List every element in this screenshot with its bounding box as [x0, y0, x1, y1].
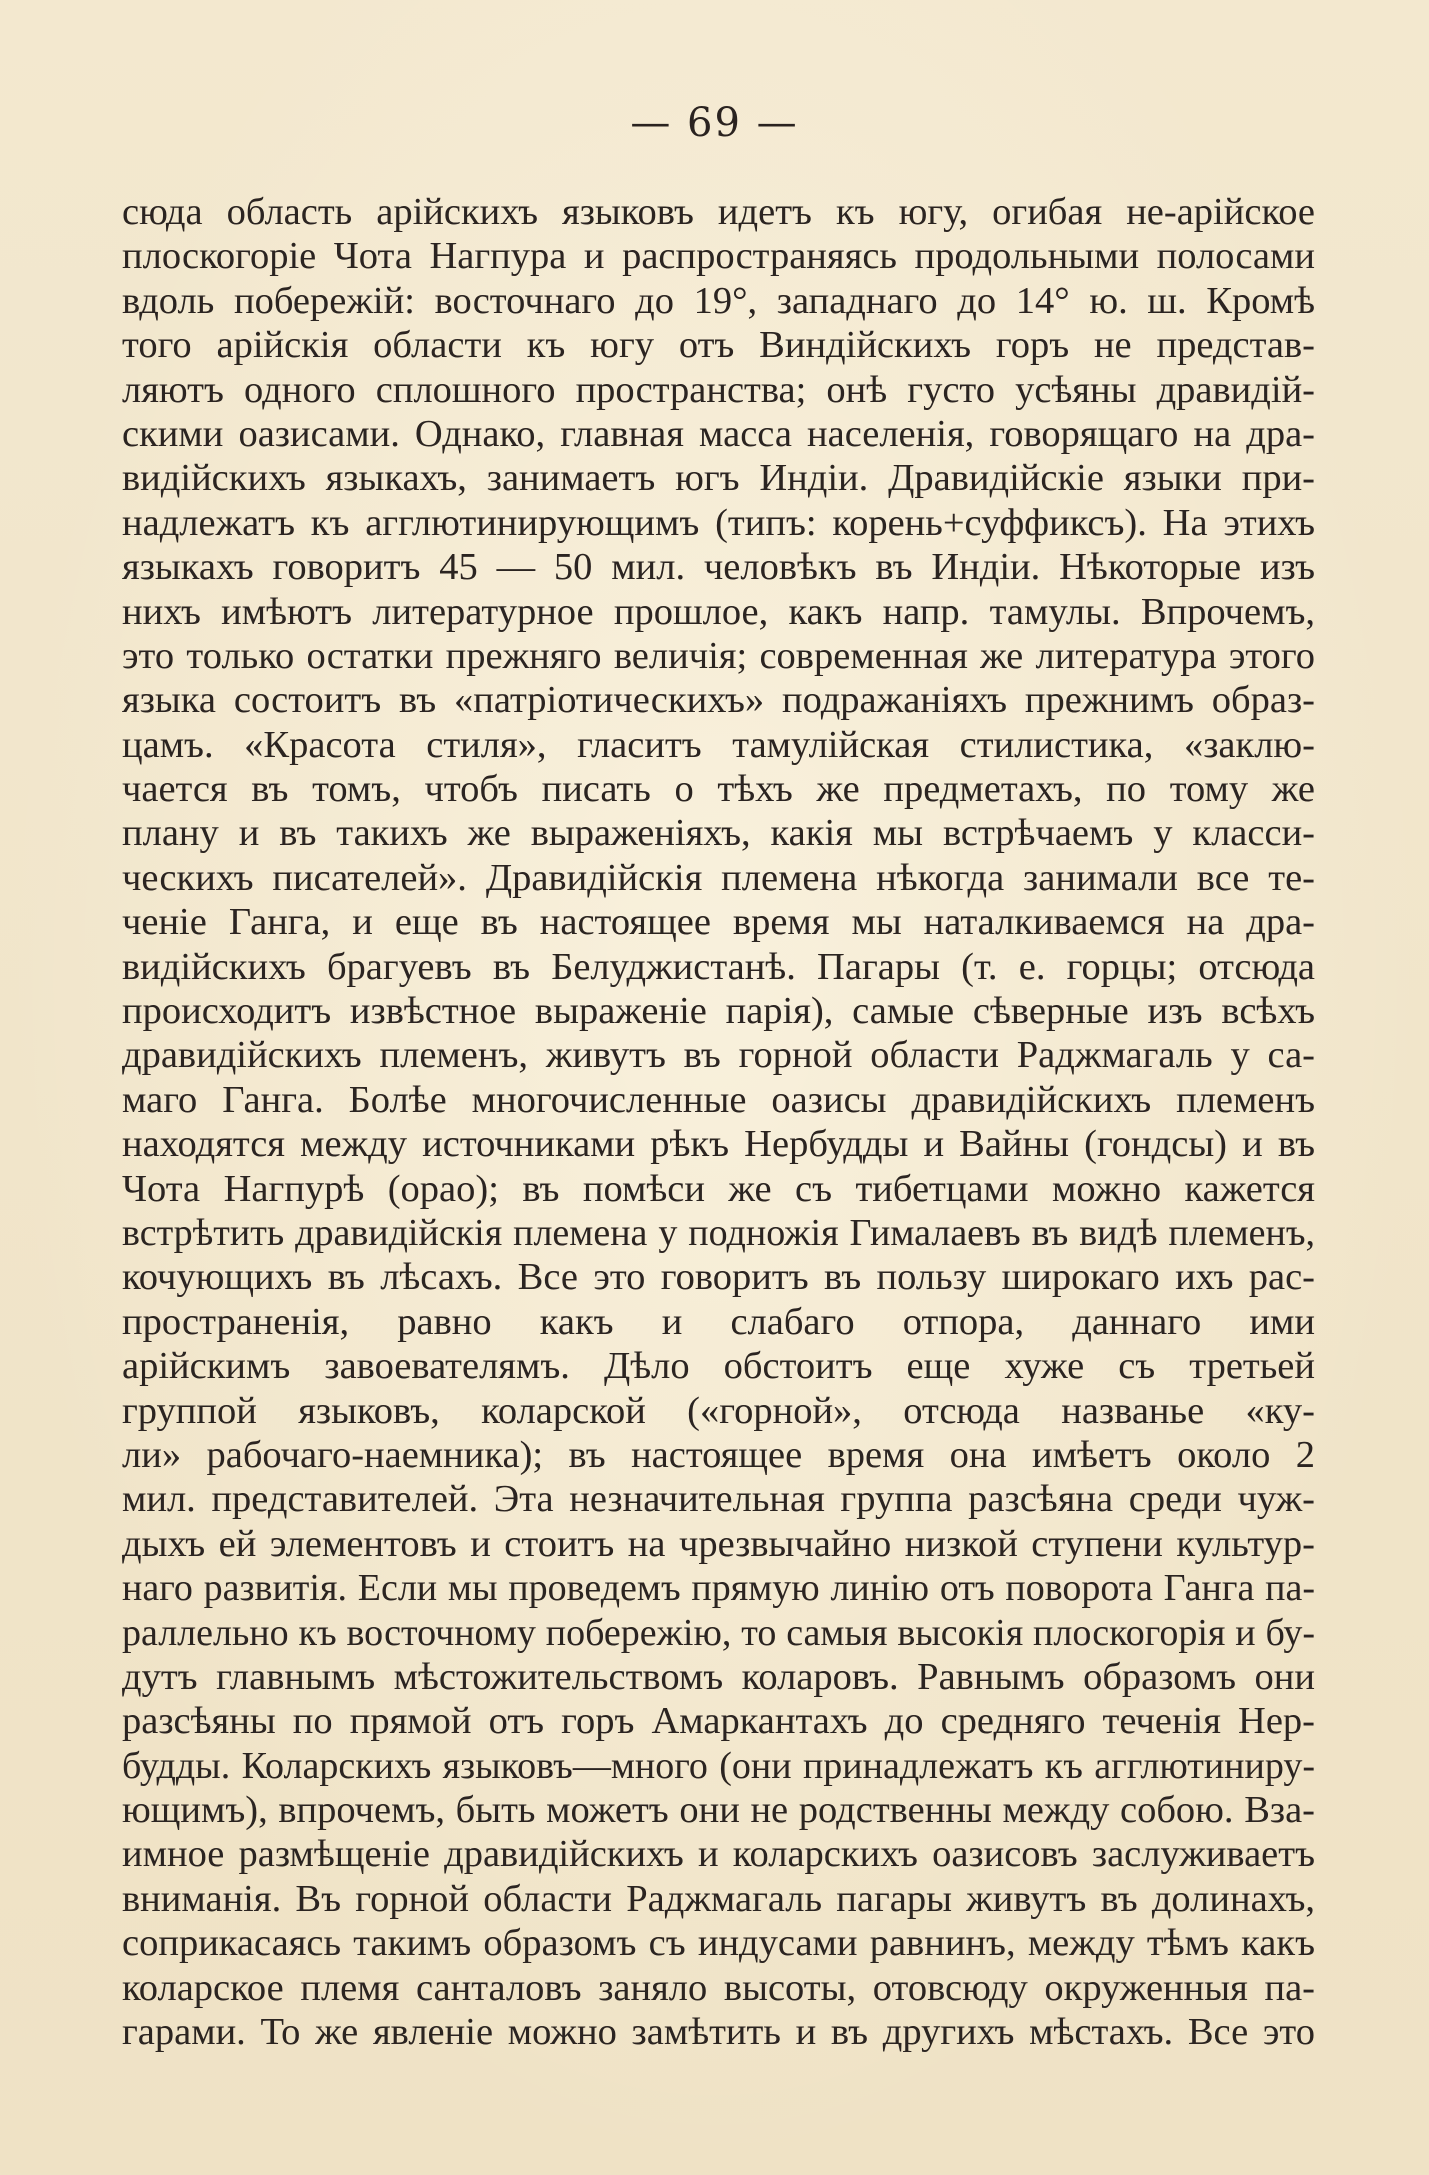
text-line: того арійскія области къ югу отъ Виндійскихъ горъ не представ-: [122, 324, 1315, 367]
text-line: цамъ. «Красота стиля», гласитъ тамулійская стилистика, «заклю-: [122, 723, 1315, 766]
text-line: пространенія, равно какъ и слабаго отпора, даннаго ими: [122, 1300, 1315, 1343]
text-line: коларское племя санталовъ заняло высоты, отовсюду окруженныя па-: [122, 1966, 1315, 2009]
text-line: раллельно къ восточному побережію, то самыя высокія плоскогорія и бу-: [122, 1611, 1315, 1654]
text-line: скими оазисами. Однако, главная масса населенія, говорящаго на дра-: [122, 412, 1315, 455]
text-line: происходитъ извѣстное выраженіе парія), самые сѣверные изъ всѣхъ: [122, 990, 1315, 1033]
text-line: имное размѣщеніе дравидійскихъ и коларскихъ оазисовъ заслуживаетъ: [122, 1833, 1315, 1876]
text-line: языка состоитъ въ «патріотическихъ» подражаніяхъ прежнимъ образ-: [122, 679, 1315, 722]
text-line: чается въ томъ, чтобъ писать о тѣхъ же предметахъ, по тому же: [122, 768, 1315, 811]
text-line: дутъ главнымъ мѣстожительствомъ коларовъ. Равнымъ образомъ они: [122, 1655, 1315, 1698]
text-line: соприкасаясь такимъ образомъ съ индусами равнинъ, между тѣмъ какъ: [122, 1922, 1315, 1965]
text-line: гарами. То же явленіе можно замѣтить и въ другихъ мѣстахъ. Все это: [122, 2011, 1315, 2054]
text-line: нихъ имѣютъ литературное прошлое, какъ напр. тамулы. Впрочемъ,: [122, 590, 1315, 633]
text-line: плоскогоріе Чота Нагпура и распространяясь продольными полосами: [122, 235, 1315, 278]
text-line: видійскихъ языкахъ, занимаетъ югъ Индіи. Дравидійскіе языки при-: [122, 457, 1315, 500]
text-line: встрѣтить дравидійскія племена у подножія Гималаевъ въ видѣ племенъ,: [122, 1211, 1315, 1254]
text-line: сюда область арійскихъ языковъ идетъ къ югу, огибая не-арійское: [122, 191, 1315, 233]
text-line: группой языковъ, коларской («горной», отсюда названье «ку-: [122, 1389, 1315, 1432]
text-line: ющимъ), впрочемъ, быть можетъ они не родственны между собою. Вза-: [122, 1789, 1315, 1832]
text-line: разсѣяны по прямой отъ горъ Амаркантахъ до средняго теченія Нер-: [122, 1700, 1315, 1743]
body-text: [122, 190, 1315, 2054]
text-line: видійскихъ брагуевъ въ Белуджистанѣ. Пагары (т. е. горцы; отсюда: [122, 945, 1315, 988]
text-line: языкахъ говоритъ 45 — 50 мил. человѣкъ въ Индіи. Нѣкоторые изъ: [122, 546, 1315, 589]
text-line: дыхъ ей элементовъ и стоитъ на чрезвычайно низкой ступени культур-: [122, 1522, 1315, 1565]
text-line: вниманія. Въ горной области Раджмагаль пагары живутъ въ долинахъ,: [122, 1877, 1315, 1920]
text-line: ляютъ одного сплошного пространства; онѣ густо усѣяны дравидій-: [122, 368, 1315, 411]
text-line: Чота Нагпурѣ (орао); въ помѣси же съ тибетцами можно кажется: [122, 1167, 1315, 1210]
text-line: плану и въ такихъ же выраженіяхъ, какія мы встрѣчаемъ у класси-: [122, 812, 1315, 855]
text-line: наго развитія. Если мы проведемъ прямую линію отъ поворота Ганга па-: [122, 1567, 1315, 1610]
text-line: мил. представителей. Эта незначительная группа разсѣяна среди чуж-: [122, 1478, 1315, 1521]
text-line: будды. Коларскихъ языковъ—много (они принадлежатъ къ агглютиниру-: [122, 1744, 1315, 1787]
text-line: ли» рабочаго-наемника); въ настоящее время она имѣетъ около 2: [122, 1433, 1315, 1476]
text-line: маго Ганга. Болѣе многочисленные оазисы дравидійскихъ племенъ: [122, 1078, 1315, 1121]
text-line: дравидійскихъ племенъ, живутъ въ горной области Раджмагаль у са-: [122, 1034, 1315, 1077]
text-line: ченіе Ганга, и еще въ настоящее время мы наталкиваемся на дра-: [122, 901, 1315, 944]
text-line: арійскимъ завоевателямъ. Дѣло обстоитъ еще хуже съ третьей: [122, 1345, 1315, 1388]
text-line: вдоль побережій: восточнаго до 19°, западнаго до 14° ю. ш. Кромѣ: [122, 279, 1315, 322]
text-line: надлежатъ къ агглютинирующимъ (типъ: корень+суффиксъ). На этихъ: [122, 501, 1315, 544]
page-number: — 69 —: [630, 100, 799, 146]
text-line: это только остатки прежняго величія; современная же литература этого: [122, 634, 1315, 677]
text-line: кочующихъ въ лѣсахъ. Все это говоритъ въ пользу широкаго ихъ рас-: [122, 1256, 1315, 1299]
text-line: находятся между источниками рѣкъ Нербудды и Вайны (гондсы) и въ: [122, 1123, 1315, 1166]
text-line: ческихъ писателей». Дравидійскія племена нѣкогда занимали все те-: [122, 856, 1315, 899]
